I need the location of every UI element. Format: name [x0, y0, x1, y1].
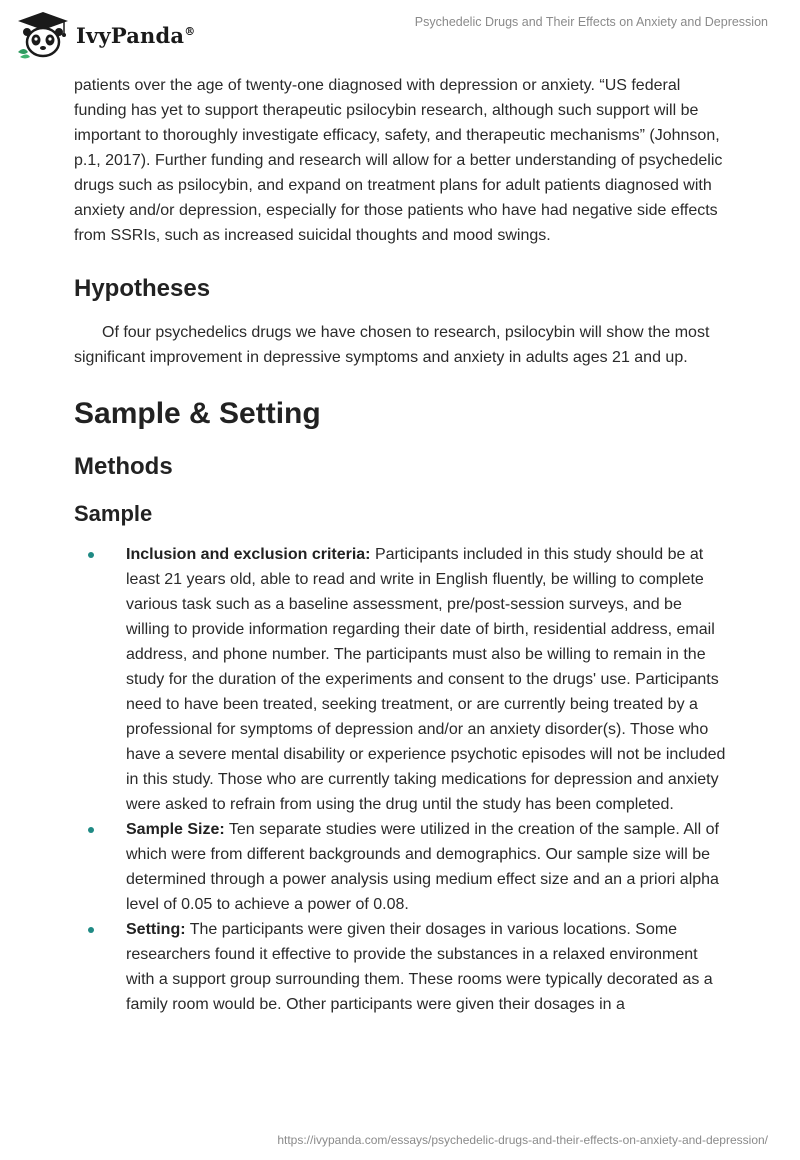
list-item-setting — [126, 917, 726, 1017]
page-header — [0, 0, 800, 70]
bullet-icon — [88, 927, 94, 933]
brand-logo[interactable] — [14, 10, 195, 60]
sample-criteria-list — [74, 542, 726, 1017]
list-item-text: The participants were given their dosages in various locations. Some researchers found it effective to provide the substances in a relaxed environment with a support group surrounding them. These rooms were typically decorated as a family room would be. Other participants were given their dosages in a — [126, 921, 713, 1013]
list-item-label: Setting: — [126, 921, 186, 938]
list-item-text: Participants included in this study should be at least 21 years old, able to read and write in English fluently, be willing to complete various task such as a baseline assessment, pre/post-session surveys, and be willing to provide information regarding their date of birth, residential address, email address, and phone number. The participants must also be willing to remain in the study for the duration of the experiments and consent to the drugs' use. Participants need to have been treated, seeking treatment, or are currently being treated by a professional for symptoms of depression and/or an anxiety disorder(s). Those who have a severe mental disability or experience psychotic episodes will not be included in this study. Those who are currently taking medications for depression and anxiety were asked to refrain from using the drug until the study has been completed. — [126, 546, 726, 813]
intro-paragraph: patients over the age of twenty-one diagnosed with depression or anxiety. “US federal funding has yet to support therapeutic psilocybin research, although such support will be important to thoroughly investigate efficacy, safety, and therapeutic mechanisms” (Johnson, p.1, 2017). Further funding and research will allow for a better understanding of psychedelic drugs such as psilocybin, and expand on treatment plans for adult patients diagnosed with anxiety and/or depression, especially for those patients who have had negative side effects from SSRIs, such as increased suicidal thoughts and mood swings. — [74, 77, 723, 244]
essay-content — [74, 73, 734, 1017]
brand-name: IvyPanda® — [76, 22, 196, 48]
sample-setting-heading: Sample & Setting — [74, 397, 321, 430]
source-url[interactable]: https://ivypanda.com/essays/psychedelic-drugs-and-their-effects-on-anxiety-and-depression/ — [277, 1133, 768, 1147]
hypotheses-paragraph: Of four psychedelics drugs we have chosen to research, psilocybin will show the most significant improvement in depressive symptoms and anxiety in adults ages 21 and up. — [74, 324, 710, 366]
panda-graduation-cap-icon — [14, 10, 72, 60]
bullet-icon — [88, 827, 94, 833]
methods-heading: Methods — [74, 453, 173, 480]
list-item-text: Ten separate studies were utilized in the creation of the sample. All of which were from different backgrounds and demographics. Our sample size will be determined through a power analysis using medium effect size and an a priori alpha level of 0.05 to achieve a power of 0.08. — [126, 821, 719, 913]
list-item-label: Inclusion and exclusion criteria: — [126, 546, 371, 563]
list-item-sample-size — [126, 817, 726, 917]
bullet-icon — [88, 552, 94, 558]
list-item-label: Sample Size: — [126, 821, 225, 838]
list-item-inclusion-criteria — [126, 542, 726, 817]
hypotheses-heading: Hypotheses — [74, 275, 211, 302]
sample-heading: Sample — [74, 501, 153, 526]
running-title: Psychedelic Drugs and Their Effects on Anxiety and Depression — [414, 15, 768, 29]
